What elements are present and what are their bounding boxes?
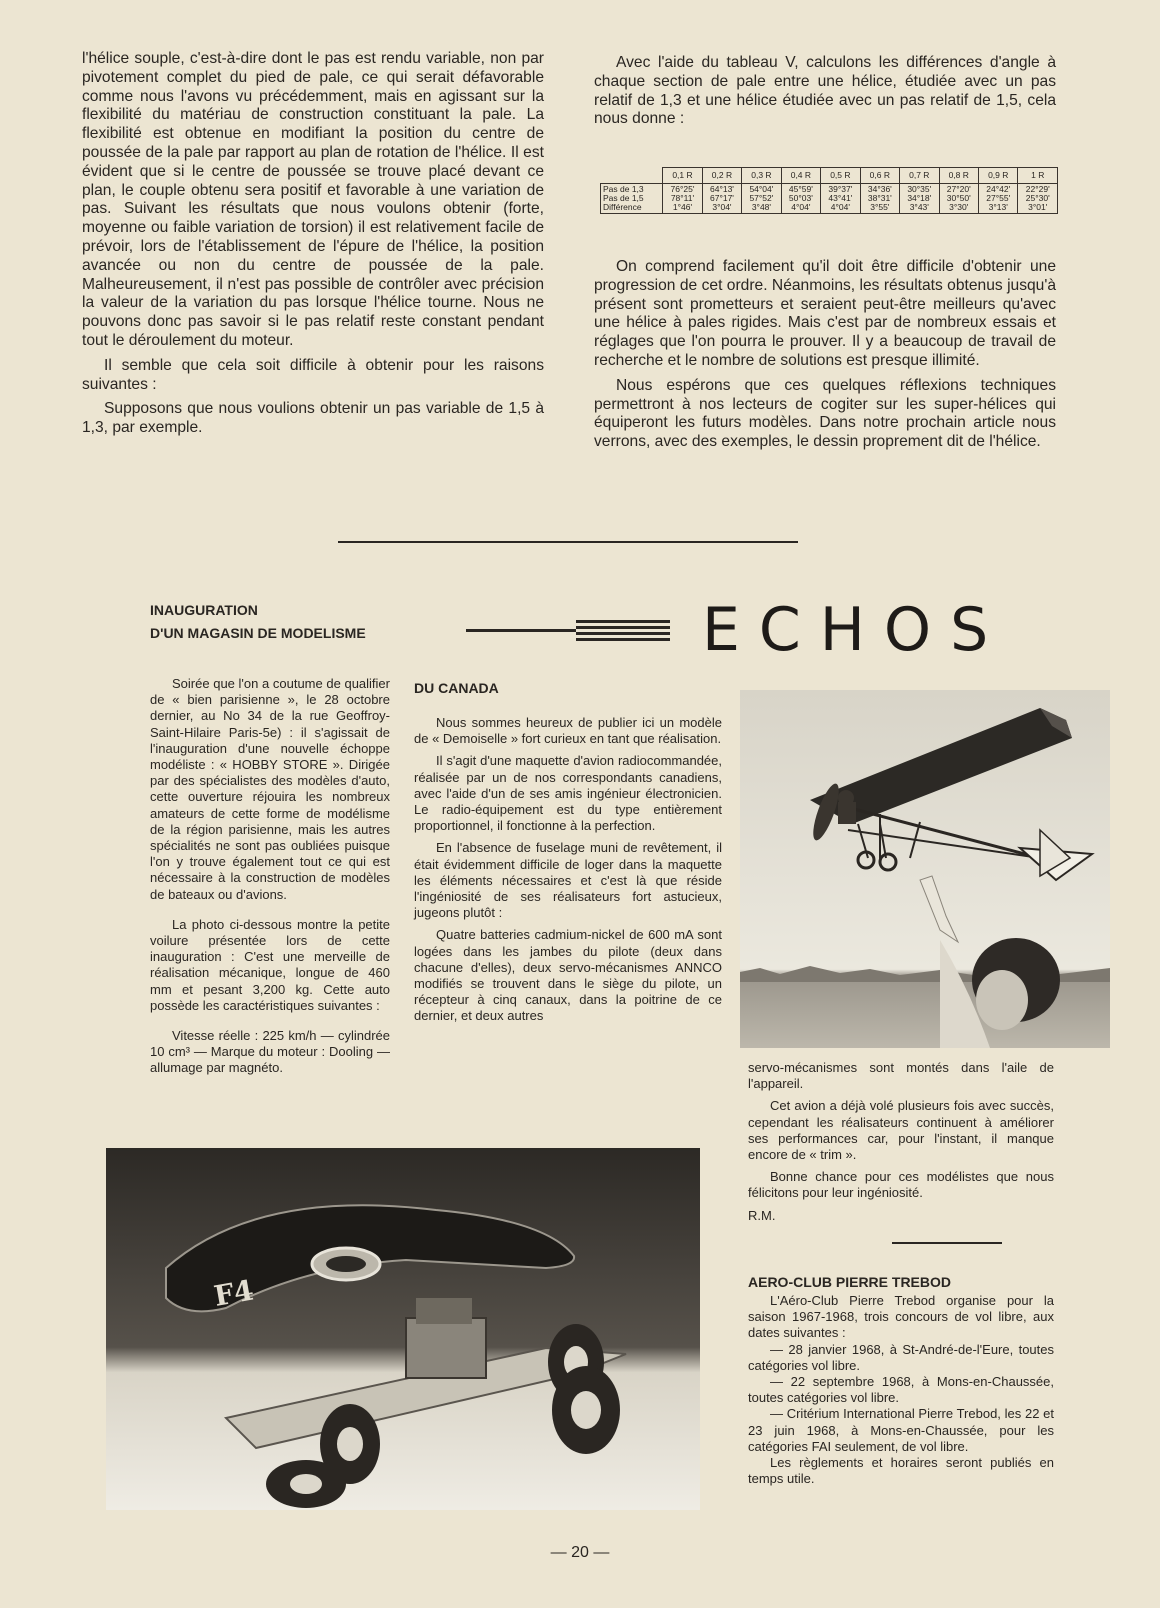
paragraph: La photo ci-dessous montre la petite voilure présentée lors de cette inauguration : C'est une merveille de réalisation mécanique, longue de 460 mm et pesant 3,200 kg. Cette auto possède les caractéristiques suivantes :: [150, 916, 390, 1013]
page-number: — 20 —: [550, 1544, 610, 1561]
table-header-cell: 1 R: [1018, 168, 1058, 184]
table-header-cell: 0,6 R: [860, 168, 899, 184]
table-row: [601, 184, 1058, 214]
section-title: AERO-CLUB PIERRE TREBOD: [748, 1274, 952, 1290]
paragraph: — 28 janvier 1968, à St-André-de-l'Eure, toutes catégories vol libre.: [748, 1341, 1054, 1373]
paragraph: Supposons que nous voulions obtenir un pas variable de 1,5 à 1,3, par exemple.: [82, 400, 544, 437]
paragraph: Nous sommes heureux de publier ici un modèle de « Demoiselle » fort curieux en tant que réalisation.: [414, 715, 722, 747]
table-cell: 24°42' 27°55' 3°13': [979, 184, 1018, 214]
paragraph: Avec l'aide du tableau V, calculons les différences d'angle à chaque section de pale entre une hélice, étudiée avec un pas relatif de 1,3 et une hélice étudiée avec un pas relatif de 1,5, cela nous donne :: [594, 54, 1056, 128]
row-label: Pas de 1,3 Pas de 1,5 Différence: [601, 184, 663, 214]
helice-article-right-column: [594, 54, 1056, 135]
section-title: INAUGURATION: [150, 602, 258, 618]
paragraph: — Critérium International Pierre Trebod, les 22 et 23 juin 1968, à Mons-en-Chaussée, pour les catégories FAI seulement, de vol libre.: [748, 1406, 1054, 1454]
paragraph: — 22 septembre 1968, à Mons-en-Chaussée, toutes catégories vol libre.: [748, 1374, 1054, 1406]
table-header-cell: 0,3 R: [742, 168, 781, 184]
table-cell: 27°20' 30°50' 3°30': [939, 184, 978, 214]
paragraph: Il semble que cela soit difficile à obtenir pour les raisons suivantes :: [82, 356, 544, 393]
paragraph: On comprend facilement qu'il doit être difficile d'obtenir une progression de cet ordre. Néanmoins, les résultats obtenus jusqu'à présent sont prometteurs et seraient peut-être meilleurs qu'avec une hélice à pales rigides. Mais c'est par de nombreux essais et réglages que l'on pourra le prouver. Il y a beaucoup de travail de recherche et le nombre de solutions est presque illimité.: [594, 258, 1056, 369]
helice-article-right-column-continued: [594, 258, 1056, 458]
table-cell: 30°35' 34°18' 3°43': [900, 184, 939, 214]
table-cell: 54°04' 57°52' 3°48': [742, 184, 781, 214]
table-header-cell: 0,4 R: [781, 168, 820, 184]
table-header-cell: 0,5 R: [821, 168, 860, 184]
table-cell: 34°36' 38°31' 3°55': [860, 184, 899, 214]
section-divider: [338, 541, 798, 543]
section-title: D'UN MAGASIN DE MODELISME: [150, 625, 366, 641]
inauguration-article: [150, 602, 390, 1083]
paragraph: Nous espérons que ces quelques réflexions techniques permettront à nos lecteurs de cogiter sur les super-hélices qui équiperont les futurs modèles. Dans notre prochain article nous verrons, avec des exemples, le dessin proprement dit de l'hélice.: [594, 376, 1056, 451]
paragraph: Quatre batteries cadmium-nickel de 600 mA sont logées dans les jambes du pilote (deux dans chacune d'elles), deux servo-mécanismes ANNCO modifiés se trouvent dans le siège du pilote, un récepteur à cinq canaux, dans la poitrine de ce dernier, et deux autres: [414, 927, 722, 1024]
paragraph: Vitesse réelle : 225 km/h — cylindrée 10 cm³ — Marque du moteur : Dooling — allumage par magnéto.: [150, 1028, 390, 1076]
paragraph: l'hélice souple, c'est-à-dire dont le pas est rendu variable, non par pivotement complet du pied de pale, ce qui serait défavorable comme nous l'avons vu précédemment, mais en agissant sur la flexibilité du matériau de construction constituant la pale. La flexibilité est obtenue en modifiant la position du centre de poussée de la pale par rapport au plan de rotation de l'hélice. Il est évident que si le centre de poussée se trouve placé devant ce plan, le couple obtenu sera positif et favorable à une variation de pas. Suivant les résultats que nous voulons obtenir (forte, moyenne ou faible variation de torsion) il est relativement facile de prévoir, lors de l'établissement de l'épure de l'hélice, la position avancée ou non du centre de poussée de la pale. Malheureusement, il n'est pas possible de contrôler avec précision la valeur de la variation du pas lorsque l'hélice tourne. Nous ne pouvons donc pas savoir si le pas relatif reste constant pendant tout le déroulement du moteur.: [82, 50, 544, 349]
table-cell: 64°13' 67°17' 3°04': [702, 184, 741, 214]
echos-decorative-bars: [466, 618, 670, 644]
table-header-cell: 0,8 R: [939, 168, 978, 184]
paragraph: Il s'agit d'une maquette d'avion radiocommandée, réalisée par un de nos correspondants canadiens, avec l'aide d'un de ses amis ingénieur électronicien. Le radio-équipement est du type entièrement proportionnel, il fonctionne à la perfection.: [414, 753, 722, 834]
paragraph: Bonne chance pour ces modélistes que nous félicitons pour leur ingéniosité.: [748, 1169, 1054, 1201]
pitch-difference-table: [600, 167, 1058, 214]
table-header-cell: 0,1 R: [663, 168, 702, 184]
helice-article-left-column: [82, 50, 544, 444]
paragraph: Cet avion a déjà volé plusieurs fois avec succès, cependant les réalisateurs continuent à améliorer ses performances car, pour l'instant, il manque encore de « trim ».: [748, 1098, 1054, 1163]
paragraph: servo-mécanismes sont montés dans l'aile de l'appareil.: [748, 1060, 1054, 1092]
paragraph: En l'absence de fuselage muni de revêtement, il était évidemment difficile de loger dans la maquette les éléments nécessaires et c'est là que réside l'ingéniosité de ses réalisateurs fort astucieux, jugeons plutôt :: [414, 840, 722, 921]
paragraph: Soirée que l'on a coutume de qualifier de « bien parisienne », le 28 octobre dernier, au No 34 de la rue Geoffroy-Saint-Hilaire Paris-5e) : il s'agissait de l'inauguration d'une nouvelle échoppe modéliste : « HOBBY STORE ». Dirigée par des spécialistes des modèles d'auto, cette ouverture réjouira les nombreux amateurs de cette forme de modélisme de la région parisienne, mais les autres spécialités ne sont pas oubliées puisque l'on y trouve également tout ce qui est nécessaire à la construction de modèles de bateaux ou d'avions.: [150, 676, 390, 902]
paragraph: L'Aéro-Club Pierre Trebod organise pour la saison 1967-1968, trois concours de vol libre, aux dates suivantes :: [748, 1293, 1054, 1341]
table-header-row: [601, 168, 1058, 184]
table-header-cell: 0,7 R: [900, 168, 939, 184]
table-cell: 76°25' 78°11' 1°46': [663, 184, 702, 214]
echos-heading: ECHOS: [702, 595, 1008, 665]
table-header-cell: 0,2 R: [702, 168, 741, 184]
section-divider: [892, 1242, 1002, 1244]
author-signature: R.M.: [748, 1207, 776, 1223]
paragraph: Les règlements et horaires seront publiés en temps utile.: [748, 1455, 1054, 1487]
table-cell: 39°37' 43°41' 4°04': [821, 184, 860, 214]
table-cell: 45°59' 50°03' 4°04': [781, 184, 820, 214]
aero-club-article: [748, 1274, 1054, 1493]
canada-article-continued: [748, 1060, 1054, 1230]
model-car-photo: [106, 1148, 700, 1510]
section-title: DU CANADA: [414, 680, 499, 696]
table-cell: 22°29' 25°30' 3°01': [1018, 184, 1058, 214]
car-body-label: F4: [211, 1273, 256, 1313]
canada-article: [414, 680, 722, 1031]
demoiselle-plane-photo: [740, 690, 1110, 1048]
table-header-cell: 0,9 R: [979, 168, 1018, 184]
